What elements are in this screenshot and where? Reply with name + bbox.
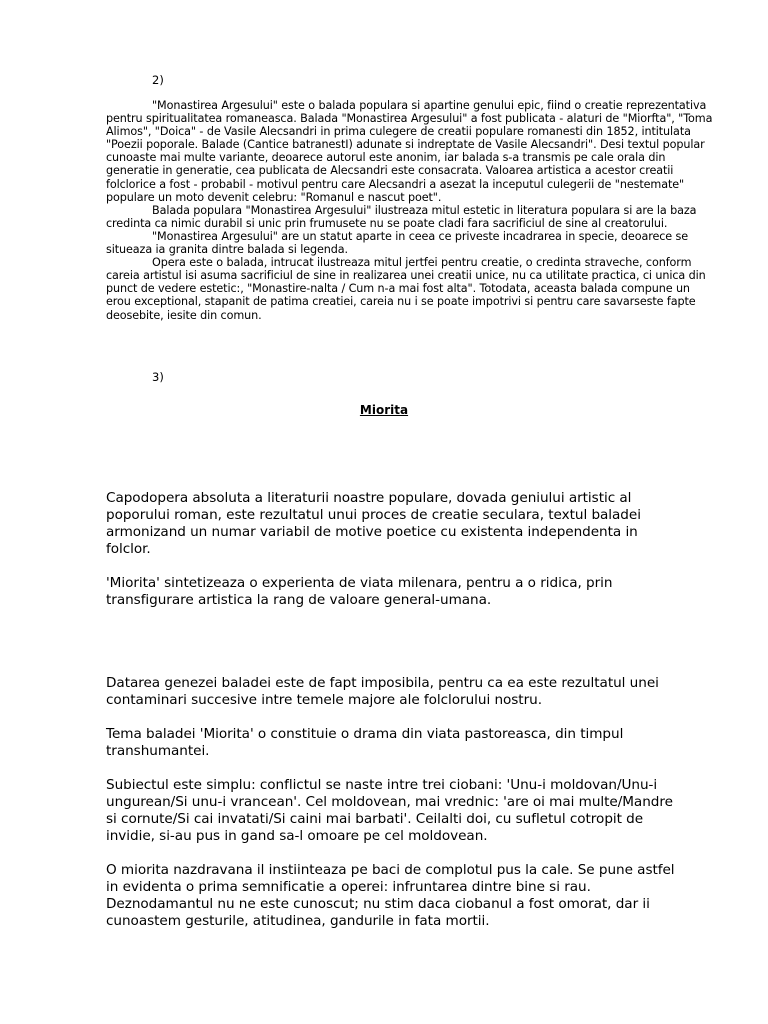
section-number-2: 2) <box>152 73 164 87</box>
paragraph-miorita-nazdravana: O miorita nazdravana il instiinteaza pe baci de complotul pus la cale. Se pune astfel in evidenta o prima semnificatie a operei: infruntarea dintre bine si rau. Deznodamantul nu ne este cunoscut; nu stim daca ciobanul a fost omorat, dar ii cunoastem gesturile, atitudinea, gandurile in fata mortii. <box>106 862 675 929</box>
section-2-body <box>106 99 714 322</box>
section-title-miorita: Miorita <box>359 403 409 417</box>
paragraph-monastirea-intro: "Monastirea Argesului" este o balada populara si apartine genului epic, fiind o creatie reprezentativa pentru spiritualitatea romaneasca. Balada "Monastirea Argesului" a fost publicata - alaturi de "Miorfta", "Toma Alimos", "Doica" - de Vasile Alecsandri in prima culegere de creatii populare romanesti din 1852, intitulata "Poezii poporale. Balade (Cantice batranestI) adunate si indreptate de Vasile Alecsandri". Desi textul popular cunoaste mai multe variante, deoarece autorul este anonim, iar balada s-a transmis pe cale orala din generatie in generatie, cea publicata de Alecsandri este consacrata. Valoarea artistica a acestor creatii folclorice a fost - probabil - motivul pentru care Alecsandri a asezat la inceputul culegerii de "nestemate" populare un moto devenit celebru: "Romanul e nascut poet". <box>106 99 713 204</box>
paragraph-statut-aparte: "Monastirea Argesului" are un statut aparte in ceea ce priveste incadrarea in specie, deoarece se situeaza ia granita dintre balada si legenda. <box>106 229 689 257</box>
paragraph-opera-balada: Opera este o balada, intrucat ilustreaza mitul jertfei pentru creatie, o credinta straveche, conform careia artistul isi asuma sacrificiul de sine in realizarea unei creatii unice, nu ca utilitate practica, ci unica din punct de vedere estetic:, "Monastire-nalta / Cum n-a mai fost alta". Totodata, aceasta balada compune un erou exceptional, stapanit de patima creatiei, careia nu i se poate impotrivi si pentru care savarseste fapte deosebite, iesite din comun. <box>106 256 706 322</box>
paragraph-sintetizeaza: 'Miorita' sintetizeaza o experienta de viata milenara, pentru a o ridica, prin transfigurare artistica la rang de valoare general-umana. <box>106 575 613 608</box>
section-number-3: 3) <box>152 370 164 384</box>
paragraph-tema: Tema baladei 'Miorita' o constituie o drama din viata pastoreasca, din timpul transhumantei. <box>106 726 624 759</box>
paragraph-capodopera: Capodopera absoluta a literaturii noastre populare, dovada geniului artistic al poporului roman, este rezultatul unui proces de creatie seculara, textul baladei armonizand un numar variabil de motive poetice cu existenta independenta in folclor. <box>106 490 641 557</box>
paragraph-subiectul: Subiectul este simplu: conflictul se naste intre trei ciobani: 'Unu-i moldovan/Unu-i ungurean/Si unu-i vrancean'. Cel moldovean, mai vrednic: 'are oi mai multe/Mandre si cornute/Si cai invatati/Si caini mai barbati'. Ceilalti doi, cu sufletul cotropit de invidie, si-au pus in gand sa-l omoare pe cel moldovean. <box>106 777 673 844</box>
paragraph-datarea: Datarea genezei baladei este de fapt imposibila, pentru ca ea este rezultatul unei contaminari succesive intre temele majore ale folclorului nostru. <box>106 675 659 708</box>
paragraph-mitul-estetic: Balada populara "Monastirea Argesului" ilustreaza mitul estetic in literatura populara si are la baza credinta ca nimic durabil si unic prin frumusete nu se poate cladi fara sacrificiul de sine al creatorului. <box>106 203 697 230</box>
miorita-block-1 <box>106 490 686 609</box>
miorita-block-2 <box>106 675 686 930</box>
